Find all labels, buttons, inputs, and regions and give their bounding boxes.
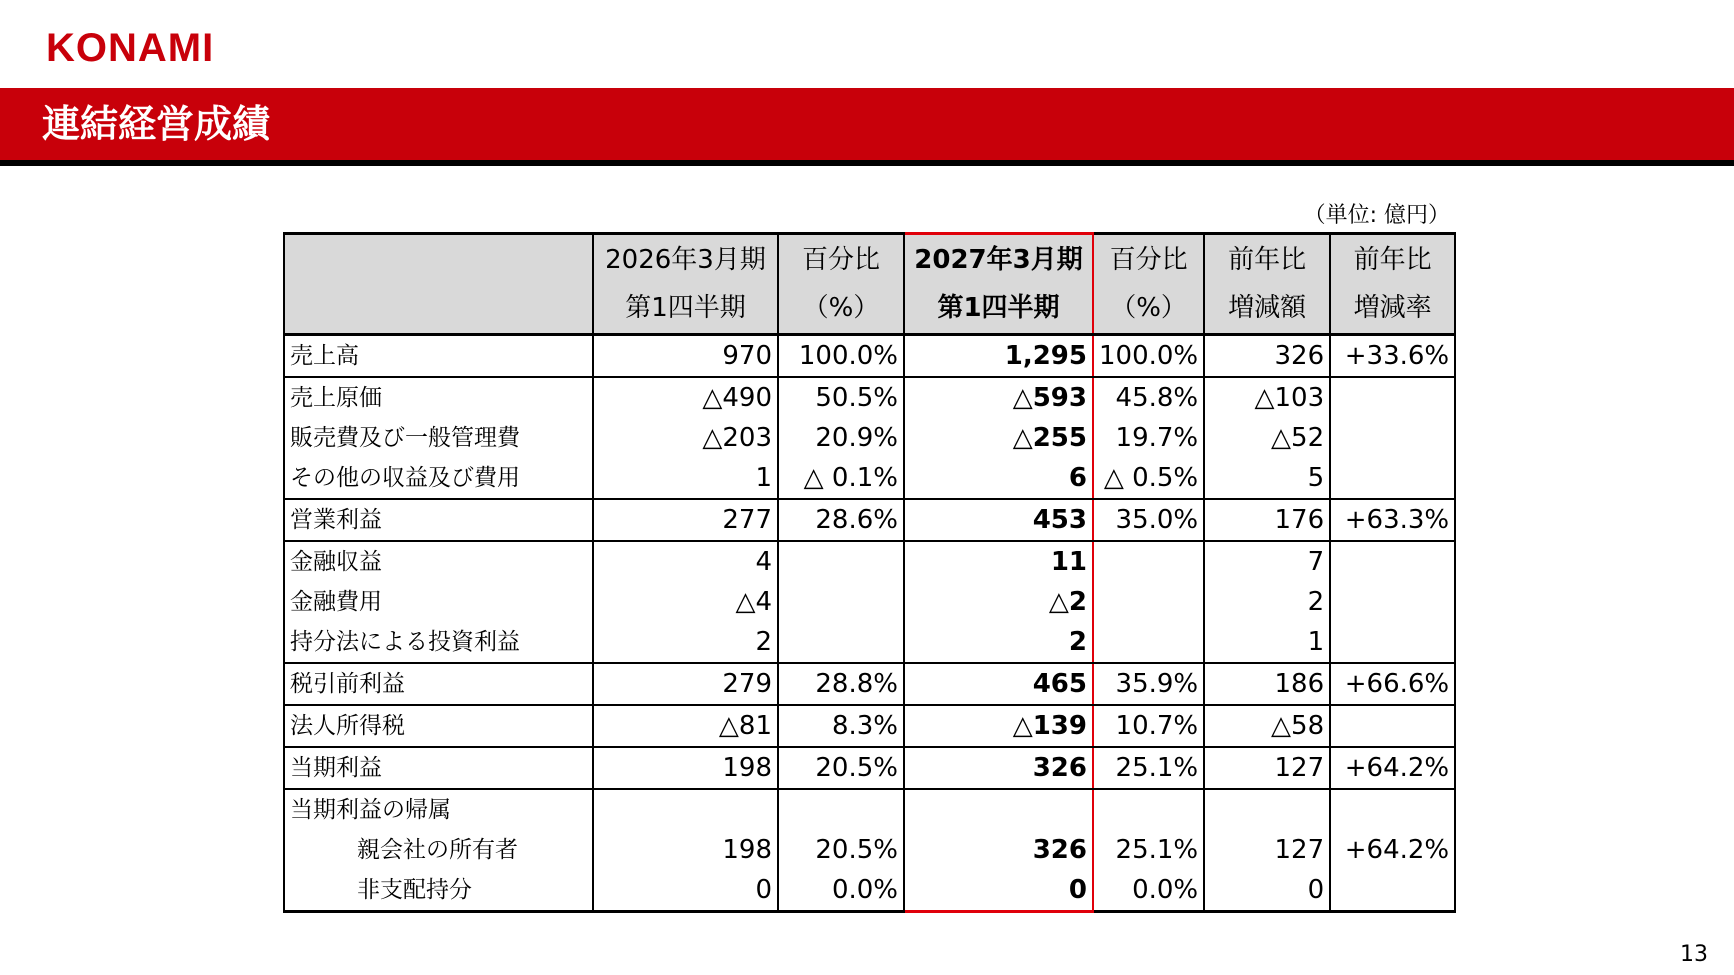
cell-fy2026-ratio (778, 789, 904, 830)
header-line1: 百分比 (801, 245, 880, 275)
cell-fy2026-ratio: △ 0.1% (778, 458, 904, 499)
header-cell-yoy-change (1204, 234, 1330, 335)
row-label: 非支配持分 (284, 870, 593, 912)
cell-yoy-rate: +33.6% (1330, 335, 1455, 378)
header-cell-ratio-2027 (1093, 234, 1204, 335)
header-line1: 2027年3月期 (914, 245, 1083, 275)
cell-fy2027-ratio (1093, 789, 1204, 830)
header-line1: 前年比 (1228, 245, 1307, 275)
header-line2: 第1四半期 (625, 293, 746, 323)
cell-fy2026-ratio: 20.5% (778, 830, 904, 870)
header-cell-label (284, 234, 593, 335)
cell-yoy-change (1204, 789, 1330, 830)
header-cell-fy2027-q1 (904, 234, 1093, 335)
financial-results-table (283, 232, 1456, 913)
header-cell-yoy-rate (1330, 234, 1455, 335)
cell-fy2026-value: 1 (593, 458, 778, 499)
header-line2: （%） (1110, 293, 1187, 323)
cell-yoy-change: △52 (1204, 418, 1330, 458)
cell-yoy-rate (1330, 582, 1455, 622)
cell-fy2027-ratio: 35.0% (1093, 499, 1204, 541)
table-row (284, 458, 1455, 499)
cell-fy2026-ratio: 20.5% (778, 747, 904, 789)
cell-fy2026-ratio: 8.3% (778, 705, 904, 747)
cell-fy2026-value: △490 (593, 377, 778, 418)
konami-logo: KONAMI (46, 26, 215, 70)
table-header-row (284, 234, 1455, 335)
table-row (284, 622, 1455, 663)
cell-yoy-rate (1330, 377, 1455, 418)
cell-yoy-rate: +64.2% (1330, 747, 1455, 789)
cell-fy2027-value: 0 (904, 870, 1093, 912)
page-number: 13 (1680, 942, 1708, 967)
cell-fy2027-value (904, 789, 1093, 830)
table-row (284, 747, 1455, 789)
cell-fy2027-value: 326 (904, 747, 1093, 789)
cell-fy2027-value: 326 (904, 830, 1093, 870)
cell-fy2027-ratio: 100.0% (1093, 335, 1204, 378)
table-row (284, 705, 1455, 747)
cell-fy2026-value: △203 (593, 418, 778, 458)
cell-fy2026-ratio: 50.5% (778, 377, 904, 418)
cell-fy2027-ratio (1093, 622, 1204, 663)
cell-fy2027-value: 453 (904, 499, 1093, 541)
cell-fy2027-ratio: 19.7% (1093, 418, 1204, 458)
header-line2: 増減額 (1228, 293, 1307, 323)
cell-yoy-rate (1330, 789, 1455, 830)
cell-fy2027-value: △139 (904, 705, 1093, 747)
cell-fy2027-ratio (1093, 582, 1204, 622)
cell-fy2026-value: 198 (593, 830, 778, 870)
cell-yoy-change: 176 (1204, 499, 1330, 541)
cell-yoy-change: 186 (1204, 663, 1330, 705)
cell-fy2026-value: 277 (593, 499, 778, 541)
table-row (284, 789, 1455, 830)
cell-fy2026-value (593, 789, 778, 830)
table-row (284, 377, 1455, 418)
table-row (284, 418, 1455, 458)
cell-fy2027-value: △255 (904, 418, 1093, 458)
cell-fy2026-ratio (778, 541, 904, 582)
cell-yoy-change: 5 (1204, 458, 1330, 499)
row-label: 当期利益の帰属 (284, 789, 593, 830)
table-row (284, 582, 1455, 622)
cell-fy2026-value: 198 (593, 747, 778, 789)
table-body (284, 335, 1455, 912)
header-line2: 第1四半期 (937, 293, 1060, 323)
cell-yoy-change: 127 (1204, 830, 1330, 870)
cell-fy2027-ratio: 10.7% (1093, 705, 1204, 747)
cell-fy2026-value: 279 (593, 663, 778, 705)
cell-fy2027-ratio: 35.9% (1093, 663, 1204, 705)
cell-yoy-rate (1330, 418, 1455, 458)
cell-fy2027-value: △2 (904, 582, 1093, 622)
header-cell-fy2026-q1 (593, 234, 778, 335)
cell-fy2026-value: 0 (593, 870, 778, 912)
cell-yoy-rate (1330, 541, 1455, 582)
cell-fy2027-value: 1,295 (904, 335, 1093, 378)
cell-yoy-change: 2 (1204, 582, 1330, 622)
row-label: 販売費及び一般管理費 (284, 418, 593, 458)
unit-label: （単位: 億円） (1303, 203, 1450, 228)
cell-yoy-rate: +66.6% (1330, 663, 1455, 705)
row-label: 親会社の所有者 (284, 830, 593, 870)
cell-yoy-rate (1330, 705, 1455, 747)
row-label: 持分法による投資利益 (284, 622, 593, 663)
cell-fy2027-ratio: 0.0% (1093, 870, 1204, 912)
cell-fy2026-ratio (778, 582, 904, 622)
row-label: 税引前利益 (284, 663, 593, 705)
cell-fy2026-value: 4 (593, 541, 778, 582)
cell-yoy-rate (1330, 458, 1455, 499)
cell-yoy-change: 7 (1204, 541, 1330, 582)
page-title: 連結経営成績 (42, 102, 271, 146)
row-label: 金融収益 (284, 541, 593, 582)
cell-fy2026-ratio: 100.0% (778, 335, 904, 378)
table-row (284, 335, 1455, 378)
cell-fy2027-ratio: 25.1% (1093, 747, 1204, 789)
header-line1: 前年比 (1353, 245, 1432, 275)
row-label: 売上原価 (284, 377, 593, 418)
title-bar (0, 88, 1734, 166)
row-label: 金融費用 (284, 582, 593, 622)
cell-yoy-rate: +63.3% (1330, 499, 1455, 541)
cell-fy2027-ratio (1093, 541, 1204, 582)
header-line1: 2026年3月期 (605, 245, 766, 275)
cell-fy2027-value: 465 (904, 663, 1093, 705)
cell-fy2027-ratio: 45.8% (1093, 377, 1204, 418)
cell-yoy-change: 0 (1204, 870, 1330, 912)
table-row (284, 663, 1455, 705)
cell-fy2026-ratio: 28.8% (778, 663, 904, 705)
cell-fy2026-value: △81 (593, 705, 778, 747)
row-label: 当期利益 (284, 747, 593, 789)
table-row (284, 830, 1455, 870)
cell-fy2026-value: 970 (593, 335, 778, 378)
row-label: 法人所得税 (284, 705, 593, 747)
table-row (284, 870, 1455, 912)
row-label: 営業利益 (284, 499, 593, 541)
header-line1: 百分比 (1109, 245, 1188, 275)
header-line2: （%） (802, 293, 880, 323)
header-cell-ratio-2026 (778, 234, 904, 335)
cell-fy2027-value: 2 (904, 622, 1093, 663)
cell-yoy-rate (1330, 870, 1455, 912)
header-line2: 増減率 (1353, 293, 1432, 323)
cell-yoy-rate: +64.2% (1330, 830, 1455, 870)
cell-yoy-change: 326 (1204, 335, 1330, 378)
cell-fy2026-ratio: 28.6% (778, 499, 904, 541)
row-label: その他の収益及び費用 (284, 458, 593, 499)
cell-fy2027-value: 6 (904, 458, 1093, 499)
cell-yoy-change: 1 (1204, 622, 1330, 663)
row-label: 売上高 (284, 335, 593, 378)
cell-yoy-change: 127 (1204, 747, 1330, 789)
cell-fy2026-value: 2 (593, 622, 778, 663)
cell-fy2027-ratio: △ 0.5% (1093, 458, 1204, 499)
cell-yoy-change: △103 (1204, 377, 1330, 418)
cell-fy2027-value: △593 (904, 377, 1093, 418)
cell-fy2026-value: △4 (593, 582, 778, 622)
cell-yoy-rate (1330, 622, 1455, 663)
cell-fy2026-ratio: 0.0% (778, 870, 904, 912)
table-row (284, 499, 1455, 541)
cell-fy2027-value: 11 (904, 541, 1093, 582)
cell-fy2027-ratio: 25.1% (1093, 830, 1204, 870)
cell-yoy-change: △58 (1204, 705, 1330, 747)
table-row (284, 541, 1455, 582)
cell-fy2026-ratio: 20.9% (778, 418, 904, 458)
cell-fy2026-ratio (778, 622, 904, 663)
